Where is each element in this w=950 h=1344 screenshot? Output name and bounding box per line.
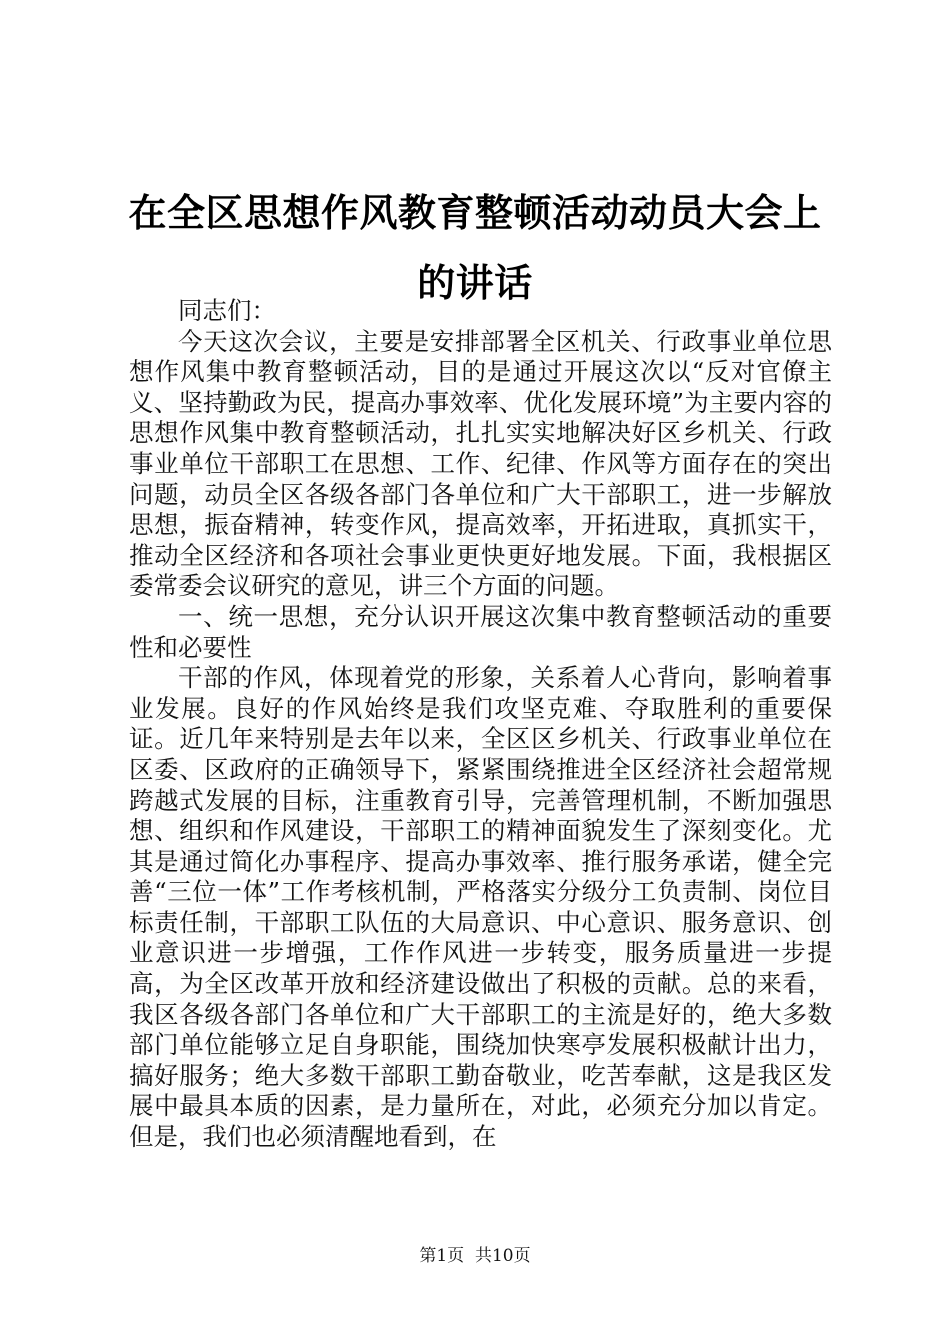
page-footer xyxy=(0,1244,950,1268)
salutation: 同志们： xyxy=(178,296,276,325)
page-number: 第1页 共10页 xyxy=(419,1246,531,1266)
document-body xyxy=(129,296,832,1153)
paragraph-intro: 今天这次会议，主要是安排部署全区机关、行政事业单位思想作风集中教育整顿活动，目的是通过开展这次以“反对官僚主义、坚持勤政为民，提高办事效率、优化发展环境”为主要内容的思想作风集中教育整顿活动，扎扎实实地解决好区乡机关、行政事业单位干部职工在思想、工作、纪律、作风等方面存在的突出问题，动员全区各级各部门各单位和广大干部职工，进一步解放思想，振奋精神，转变作风，提高效率，开拓进取，真抓实干，推动全区经济和各项社会事业更快更好地发展。下面，我根据区委常委会议研究的意见，讲三个方面的问题。 xyxy=(129,326,832,601)
paragraph-section-1: 干部的作风，体现着党的形象，关系着人心背向，影响着事业发展。良好的作风始终是我们攻坚克难、夺取胜利的重要保证。近几年来特别是去年以来，全区区乡机关、行政事业单位在区委、区政府的正确领导下，紧紧围绕推进全区经济社会超常规跨越式发展的目标，注重教育引导，完善管理机制，不断加强思想、组织和作风建设，干部职工的精神面貌发生了深刻变化。尤其是通过简化办事程序、提高办事效率、推行服务承诺，健全完善“三位一体”工作考核机制，严格落实分级分工负责制、岗位目标责任制，干部职工队伍的大局意识、中心意识、服务意识、创业意识进一步增强，工作作风进一步转变，服务质量进一步提高，为全区改革开放和经济建设做出了积极的贡献。总的来看，我区各级各部门各单位和广大干部职工的主流是好的，绝大多数部门单位能够立足自身职能，围绕加快寒亭发展积极献计出力，搞好服务；绝大多数干部职工勤奋敬业，吃苦奉献，这是我区发展中最具本质的因素，是力量所在，对此，必须充分加以肯定。但是，我们也必须清醒地看到，在 xyxy=(129,663,832,1152)
document-title: 在全区思想作风教育整顿活动动员大会上的讲话 xyxy=(128,191,822,305)
section-heading-1: 一、统一思想，充分认识开展这次集中教育整顿活动的重要性和必要性 xyxy=(129,601,832,662)
